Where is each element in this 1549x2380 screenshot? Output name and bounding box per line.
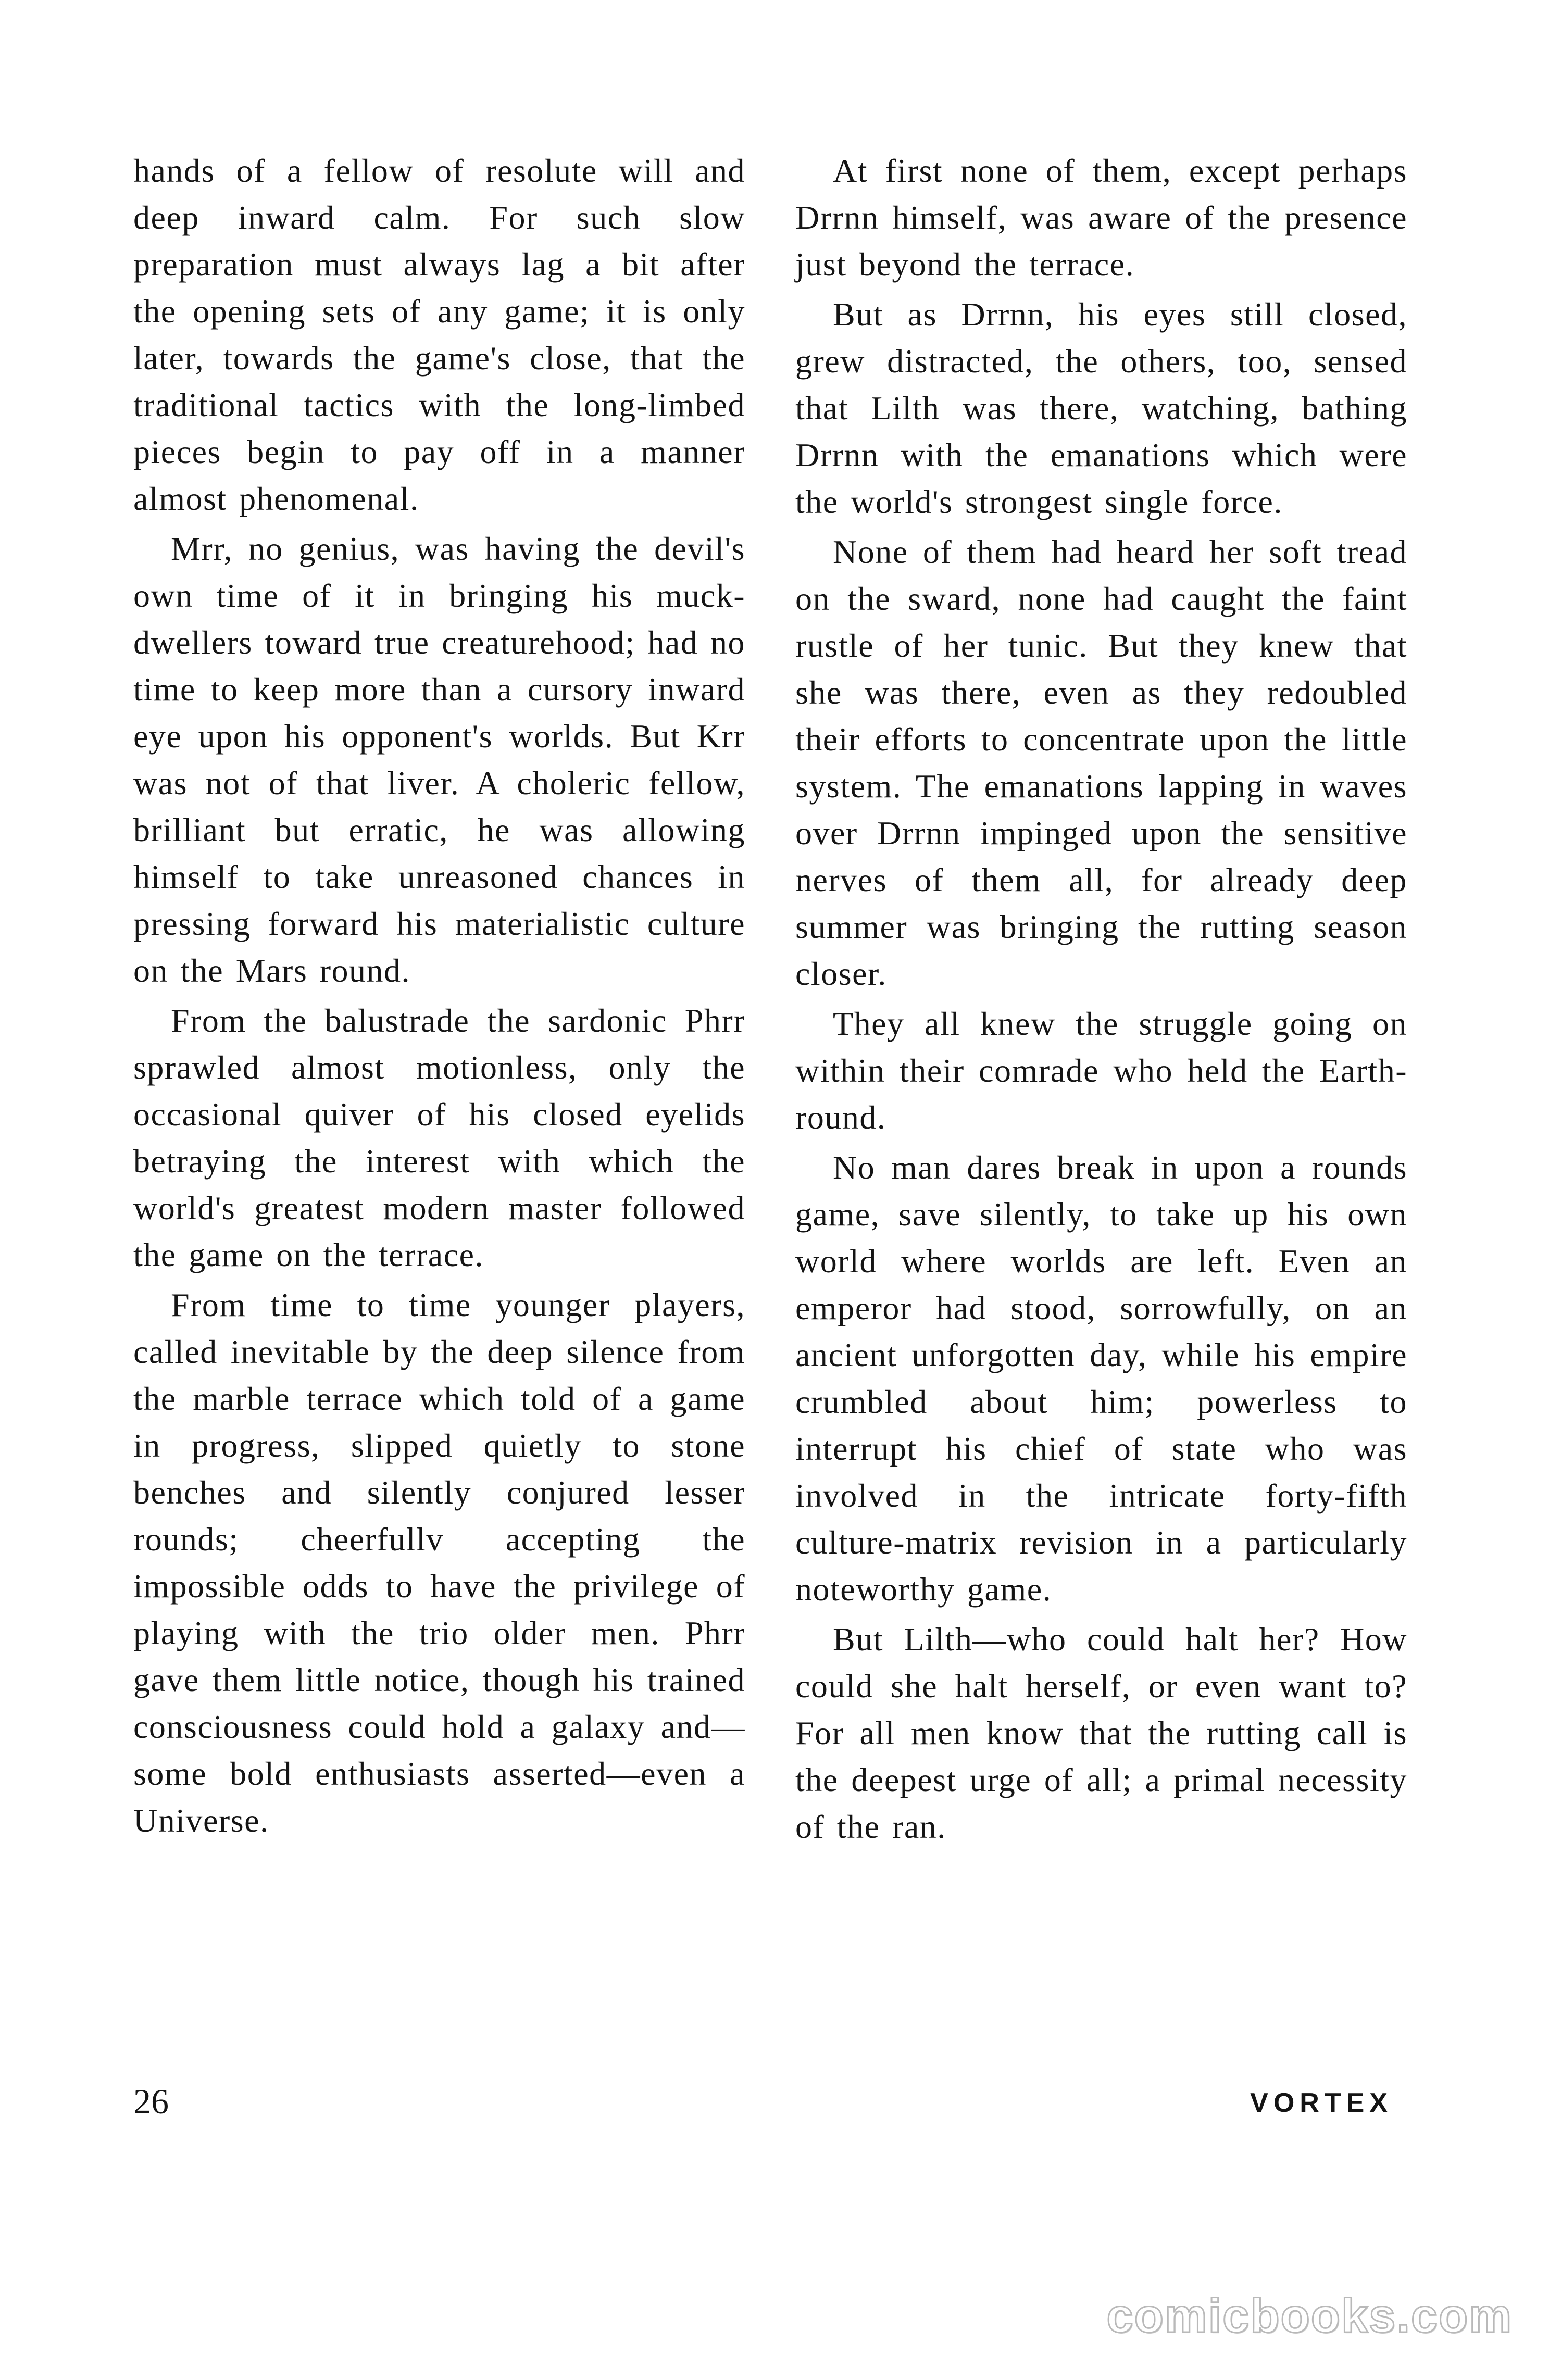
paragraph: From the balustrade the sardonic Phrr sprawled almost motionless, only the occasional quiver of his closed eyelids betraying the interest with which the world's greatest modern master followed the game on the terrace. bbox=[133, 1002, 745, 1273]
paragraph: From time to time younger players, called inevitable by the deep silence from the marble terrace which told of a game in progress, slipped quietly to stone benches and silently conjured lesser rounds; cheerfullv accepting the impossible odds to have the privilege of playing with the trio older men. Phrr gave them little notice, though his trained consciousness could hold a galaxy and—some bold enthusiasts asserted—even a Universe. bbox=[133, 1286, 745, 1839]
page-number: 26 bbox=[133, 2082, 169, 2121]
paragraph-continued: hands of a fellow of resolute will and deep inward calm. For such slow preparation must always lag a bit after the opening sets of any game; it is only later, towards the game's close, that the traditional tactics with the long-limbed pieces begin to pay off in a manner almost phenomenal. bbox=[133, 152, 745, 517]
magazine-title-footer: VORTEX bbox=[1250, 2088, 1393, 2118]
paragraph: None of them had heard her soft tread on the sward, none had caught the faint rustle of her tunic. But they knew that she was there, even as they redoubled their efforts to concentrate upon the little system. The emanations lapping in waves over Drrnn impinged upon the sensitive nerves of them all, for already deep summer was bringing the rutting season closer. bbox=[795, 533, 1407, 992]
paragraph: At first none of them, except perhaps Drrnn himself, was aware of the presence just beyond the terrace. bbox=[795, 152, 1407, 283]
watermark: comicbooks.com bbox=[1106, 2289, 1513, 2343]
left-text-column bbox=[133, 147, 745, 1844]
paragraph: They all knew the struggle going on within their comrade who held the Earth-round. bbox=[795, 1005, 1407, 1136]
paragraph: But as Drrnn, his eyes still closed, grew distracted, the others, too, sensed that Lilth was there, watching, bathing Drrnn with the emanations which were the world's strongest single force. bbox=[795, 296, 1407, 520]
paragraph: But Lilth—who could halt her? How could she halt herself, or even want to? For all men know that the rutting call is the deepest urge of all; a primal necessity of the ran. bbox=[795, 1621, 1407, 1845]
paragraph: No man dares break in upon a rounds game, save silently, to take up his own world where worlds are left. Even an emperor had stood, sorrowfully, on an ancient unforgotten day, while his empire crumbled about him; powerless to interrupt his chief of state who was involved in the intricate forty-fifth culture-matrix revision in a particularly noteworthy game. bbox=[795, 1149, 1407, 1608]
right-text-column bbox=[795, 147, 1407, 1850]
paragraph: Mrr, no genius, was having the devil's own time of it in bringing his muck-dwellers toward true creaturehood; had no time to keep more than a cursory inward eye upon his opponent's worlds. But Krr was not of that liver. A choleric fellow, brilliant but erratic, he was allowing himself to take unreasoned chances in pressing forward his materialistic culture on the Mars round. bbox=[133, 530, 745, 989]
